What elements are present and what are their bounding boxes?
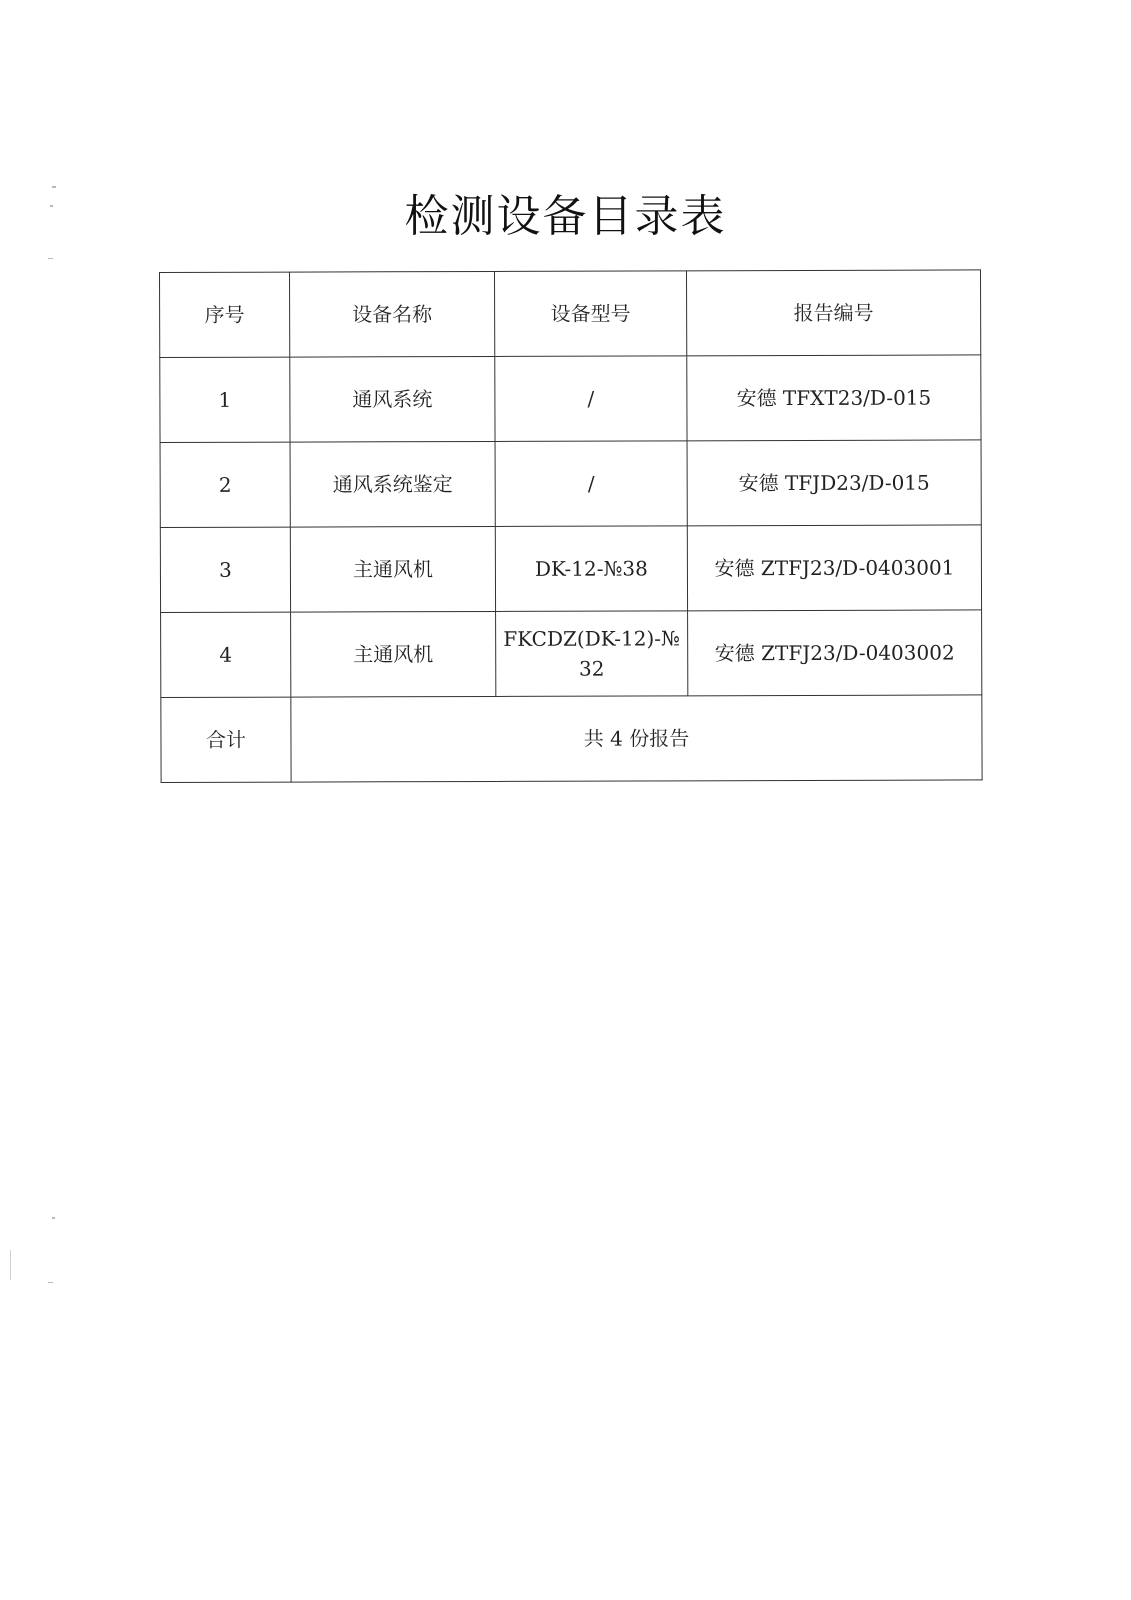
- page-title: 检测设备目录表: [404, 191, 727, 242]
- cell-report-number: 安德 ZTFJ23/D-0403002: [688, 610, 982, 696]
- table-total-row: [161, 695, 982, 783]
- scan-speck: [48, 258, 53, 259]
- cell-seq: 4: [161, 612, 291, 697]
- cell-equipment-model: /: [495, 441, 687, 527]
- cell-equipment-model: [496, 611, 688, 697]
- cell-equipment-name: 通风系统鉴定: [290, 441, 495, 527]
- cell-equipment-name: 通风系统: [290, 356, 495, 442]
- scan-speck: [52, 1217, 55, 1219]
- table-row: [160, 440, 981, 528]
- cell-total-value: 共 4 份报告: [291, 695, 982, 782]
- cell-seq: 3: [160, 527, 290, 612]
- header-equipment-model: 设备型号: [494, 271, 686, 357]
- scan-speck: [10, 1250, 11, 1280]
- table-header-row: [160, 270, 981, 358]
- equipment-table: [159, 269, 983, 783]
- table-row: [160, 355, 981, 443]
- cell-report-number: 安德 TFJD23/D-015: [687, 440, 981, 526]
- model-text-line-2: 32: [578, 656, 605, 681]
- header-report-number: 报告编号: [686, 270, 980, 356]
- cell-total-label: 合计: [161, 697, 291, 782]
- cell-report-number: 安德 ZTFJ23/D-0403001: [687, 525, 981, 611]
- cell-equipment-name: 主通风机: [290, 526, 495, 612]
- scan-speck: [48, 1282, 53, 1283]
- cell-equipment-name: 主通风机: [291, 611, 496, 697]
- cell-seq: 1: [160, 357, 290, 442]
- cell-equipment-model: /: [495, 356, 687, 442]
- table-row: [160, 525, 981, 613]
- cell-report-number: 安德 TFXT23/D-015: [687, 355, 981, 441]
- cell-equipment-model: DK-12-№38: [495, 526, 687, 612]
- header-seq: 序号: [160, 272, 290, 357]
- header-equipment-name: 设备名称: [290, 271, 495, 357]
- table-row: [161, 610, 982, 698]
- model-text-line-1: FKCDZ(DK-12)-№: [503, 626, 680, 651]
- cell-seq: 2: [160, 442, 290, 527]
